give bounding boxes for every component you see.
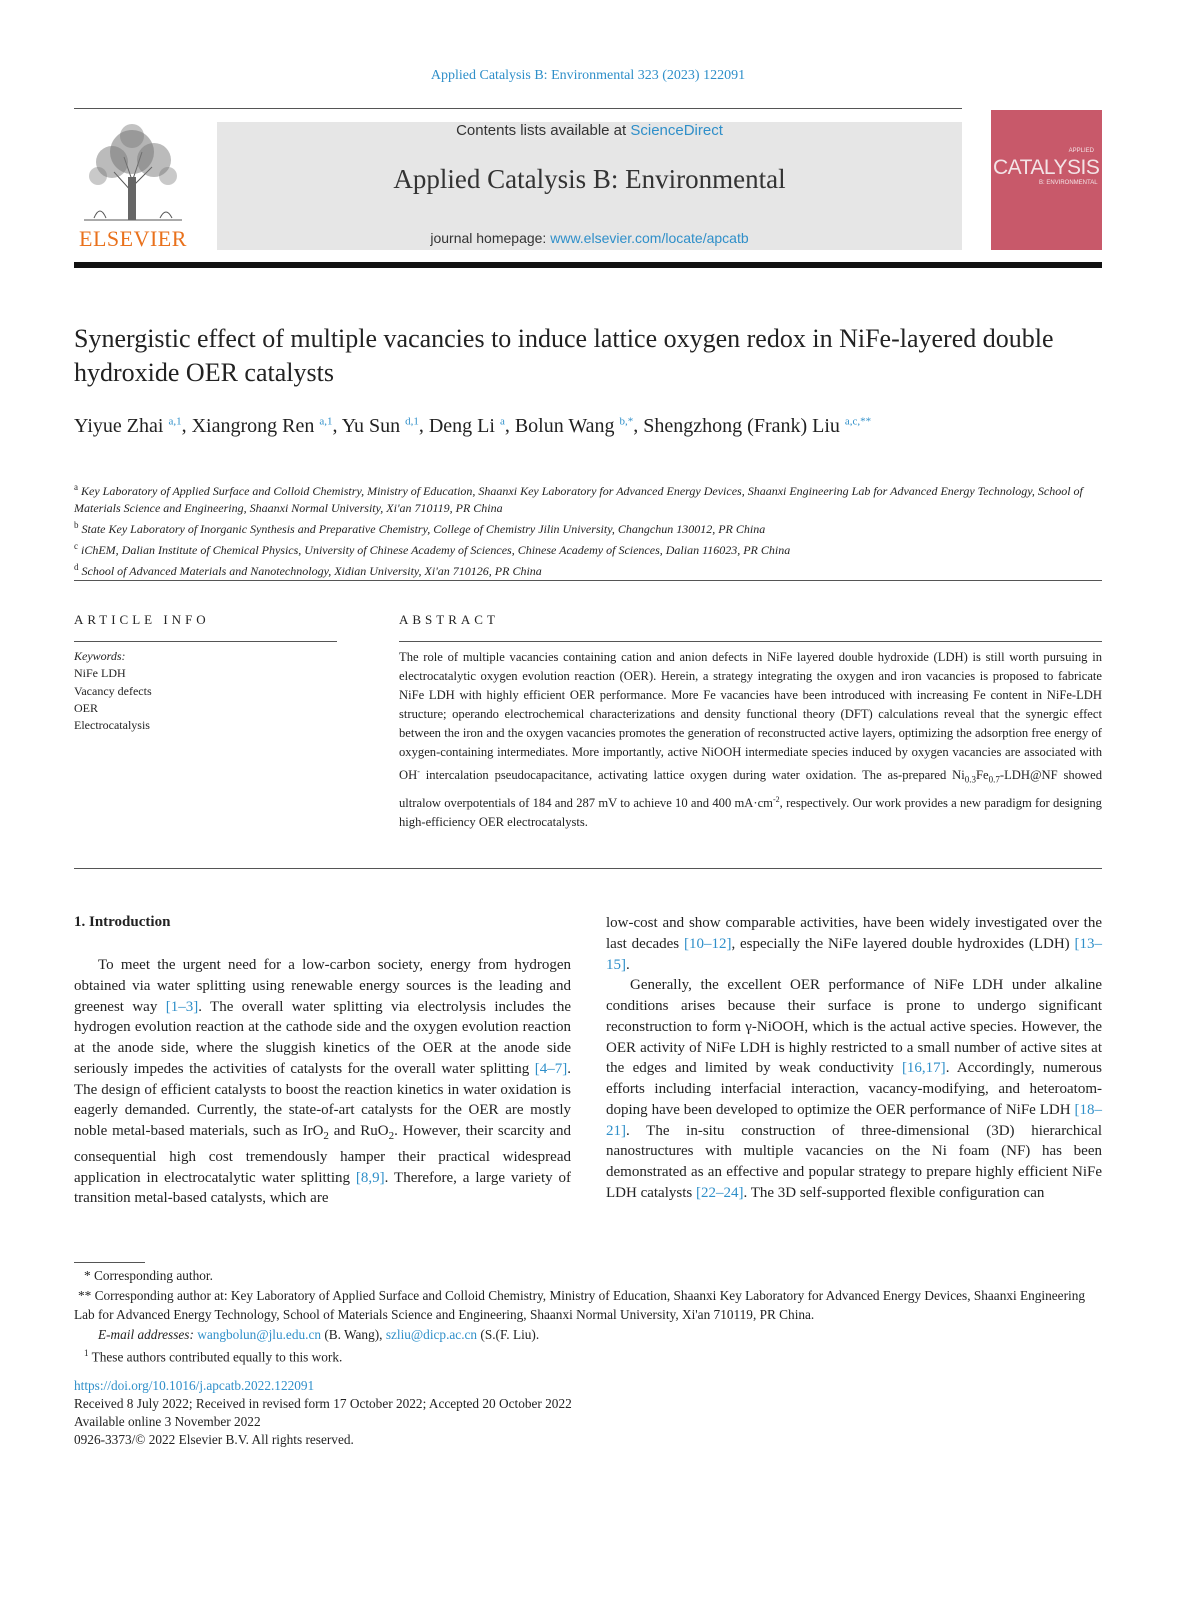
citation-link[interactable]: [22–24] bbox=[695, 1184, 744, 1201]
author-name: Deng Li bbox=[428, 414, 495, 437]
text-run: . Therefore, a large variety of transition metal-based catalysts, which are bbox=[74, 1169, 572, 1207]
author-name: Yu Sun bbox=[341, 414, 401, 437]
affiliation-key: d bbox=[74, 562, 79, 572]
affiliation-text: iChEM, Dalian Institute of Chemical Physics, University of Chinese Academy of Sciences, Chinese Academy of Sciences, Dalian 116023, PR China bbox=[81, 543, 791, 557]
footnote-mark: * bbox=[84, 1268, 91, 1283]
footnote-mark: 1 bbox=[84, 1348, 89, 1358]
keywords-block bbox=[74, 648, 337, 734]
email-label: E-mail addresses: bbox=[98, 1326, 194, 1342]
footnote bbox=[74, 1286, 1102, 1325]
text-run: and RuO bbox=[328, 1123, 389, 1139]
footnote-mark: ** bbox=[78, 1287, 92, 1303]
received-dates: Received 8 July 2022; Received in revised form 17 October 2022; Accepted 20 October 2022 bbox=[74, 1396, 572, 1411]
affiliation-text: School of Advanced Materials and Nanotechnology, Xidian University, Xi'an 710126, PR China bbox=[81, 564, 542, 578]
article-info-rule bbox=[74, 641, 337, 642]
sciencedirect-link[interactable]: ScienceDirect bbox=[630, 122, 723, 139]
header-thick-rule bbox=[74, 262, 1102, 268]
body-column-right bbox=[606, 913, 1102, 1204]
section-rule bbox=[74, 580, 1102, 581]
email-link[interactable]: wangbolun@jlu.edu.cn bbox=[197, 1326, 322, 1342]
section-rule bbox=[74, 868, 1102, 869]
keyword[interactable]: Vacancy defects bbox=[74, 683, 152, 698]
journal-cover-thumbnail[interactable] bbox=[991, 110, 1102, 250]
paragraph bbox=[74, 955, 571, 1209]
elsevier-wordmark: ELSEVIER bbox=[79, 226, 187, 251]
footnote-rule bbox=[74, 1262, 145, 1263]
author[interactable] bbox=[192, 415, 333, 437]
affiliation bbox=[74, 479, 1102, 517]
introduction-heading: 1. Introduction bbox=[74, 914, 171, 930]
keyword[interactable]: Electrocatalysis bbox=[74, 718, 150, 733]
abstract-segment: Fe bbox=[976, 768, 989, 783]
email-footnote bbox=[74, 1325, 1102, 1345]
footnote bbox=[74, 1344, 1102, 1367]
text-run: To meet the urgent need for a low-carbon society, energy from hydrogen obtained via water splitting using renewable energy sources is the leading and greenest way bbox=[74, 957, 571, 1015]
email-link[interactable]: szliu@dicp.ac.cn bbox=[385, 1326, 478, 1342]
text-run: Generally, the excellent OER performance of NiFe LDH under alkaline conditions arises because their surface is prone to undergo significant reconstruction to form γ-NiOOH, which is the actual active species. However, the OER activity of NiFe LDH is highly restricted to a small number of active sites at the edges and limited by weak conductivity bbox=[606, 977, 1102, 1077]
homepage-line bbox=[217, 230, 962, 246]
author-affiliation-marker[interactable]: d,1 bbox=[405, 415, 419, 427]
journal-reference-link[interactable]: Applied Catalysis B: Environmental 323 (2023) 122091 bbox=[430, 68, 746, 83]
doi-link[interactable]: https://doi.org/10.1016/j.apcatb.2022.122091 bbox=[74, 1378, 315, 1393]
author[interactable] bbox=[515, 415, 633, 437]
journal-title: Applied Catalysis B: Environmental bbox=[393, 164, 786, 194]
affiliation bbox=[74, 538, 1102, 559]
keyword[interactable]: OER bbox=[74, 700, 98, 715]
author-affiliation-marker[interactable]: a bbox=[499, 415, 505, 427]
paragraph bbox=[606, 975, 1102, 1203]
author[interactable] bbox=[342, 415, 419, 437]
author-affiliation-marker[interactable]: a,1 bbox=[319, 415, 333, 427]
subscript: 2 bbox=[388, 1130, 395, 1142]
affiliation-text: State Key Laboratory of Inorganic Synthesis and Preparative Chemistry, College of Chemistry Jilin University, Changchun 130012, PR China bbox=[81, 522, 766, 536]
abstract-superscript: - bbox=[417, 767, 420, 776]
elsevier-logo[interactable] bbox=[74, 122, 192, 252]
author-name: Yiyue Zhai bbox=[74, 414, 164, 437]
text-run: , especially the NiFe layered double hydroxides (LDH) bbox=[731, 935, 1075, 952]
citation-link[interactable]: [16,17] bbox=[901, 1060, 946, 1077]
text-run: . bbox=[626, 956, 630, 973]
cover-subtitle: B: ENVIRONMENTAL bbox=[1039, 180, 1098, 186]
affiliation-key: a bbox=[74, 482, 78, 492]
text-run: . The 3D self-supported flexible configuration can bbox=[743, 1184, 1045, 1201]
author-separator: , bbox=[181, 414, 192, 437]
abstract-segment: intercalation pseudocapacitance, activating lattice oxygen during water oxidation. The as-prepared Ni bbox=[419, 768, 965, 783]
body-column-left bbox=[74, 955, 571, 1209]
subscript: 2 bbox=[323, 1130, 329, 1142]
author-affiliation-marker[interactable]: a,c,** bbox=[844, 415, 872, 427]
affiliation-key: c bbox=[74, 541, 78, 551]
contents-line bbox=[217, 122, 962, 139]
abstract-superscript: -2 bbox=[772, 794, 780, 804]
paragraph bbox=[606, 913, 1102, 975]
header-rule bbox=[74, 108, 962, 109]
affiliation-key: b bbox=[74, 520, 79, 530]
tree-icon bbox=[74, 122, 192, 222]
author[interactable] bbox=[643, 415, 871, 437]
abstract-heading: ABSTRACT bbox=[399, 612, 499, 627]
footnote bbox=[74, 1266, 1102, 1286]
author-separator: , bbox=[504, 414, 515, 437]
affiliation bbox=[74, 559, 1102, 580]
affiliation-text: Key Laboratory of Applied Surface and Colloid Chemistry, Ministry of Education, Shaanxi Key Laboratory for Advanced Energy Devices, Shaanxi Engineering Lab for Advanced Energy Technology, School of Materials Science and Engineering, Shaanxi Normal University, Xi'an 710119, PR China bbox=[74, 484, 1083, 515]
citation-link[interactable]: [13–15] bbox=[606, 935, 1102, 973]
abstract-subscript: 0.3 bbox=[964, 774, 977, 785]
citation-link[interactable]: [8,9] bbox=[355, 1169, 385, 1186]
author-separator: , bbox=[332, 414, 342, 437]
author-list bbox=[74, 408, 974, 439]
article-metadata bbox=[74, 1377, 874, 1449]
abstract-segment: , respectively. Our work provides a new paradigm for designing high-efficiency OER electrocatalysts. bbox=[399, 795, 1102, 829]
abstract-segment: The role of multiple vacancies containing cation and anion defects in NiFe layered double hydroxide (LDH) is still worth pursuing in electrocatalytic oxygen evolution reaction (OER). Herein, a strategy integrating the oxygen and iron vacancies is proposed to fabricate NiFe LDH with highly efficient OER performance. More Fe vacancies have been introduced with increasing Fe content in NiFe-LDH structure; operando electrochemical characterizations and density functional theory (DFT) calculations reveal that the synergic effect between the iron and the oxygen vacancies promotes the generation of reconstructed active layers, optimizing the adsorption free energy of oxygen-containing intermediates. More importantly, active NiOOH intermediate species induced by oxygen vacancies are associated with OH bbox=[399, 650, 1102, 783]
citation-link[interactable]: [18–21] bbox=[606, 1101, 1102, 1139]
affiliation-list bbox=[74, 479, 1102, 580]
cover-small-text: APPLIED bbox=[1068, 148, 1094, 154]
author-separator: , bbox=[418, 414, 429, 437]
article-info-heading: ARTICLE INFO bbox=[74, 612, 210, 627]
text-run: . The in-situ construction of three-dimensional (3D) hierarchical nanostructures with multiple vacancies on the Ni foam (NF) has been demonstrated as an effective and popular strategy to prepare highly efficient NiFe LDH catalysts bbox=[606, 1122, 1102, 1201]
abstract-rule bbox=[399, 641, 1102, 642]
homepage-prefix: journal homepage: bbox=[430, 230, 551, 246]
author-name: Xiangrong Ren bbox=[191, 414, 315, 437]
abstract-segment: -LDH@NF showed ultralow overpotentials of 184 and 287 mV to achieve 10 and 400 mA·cm bbox=[399, 768, 1103, 810]
email-owner: (S.(F. Liu). bbox=[477, 1326, 540, 1342]
cover-title: CATALYSIS bbox=[993, 156, 1100, 179]
text-run: . The overall water splitting via electrolysis includes the hydrogen evolution reaction at the cathode side and the oxygen evolution reaction at the anode side, where the sluggish kinetics of the OER at the anode side seriously impedes the activities of catalysts for the overall water splitting bbox=[74, 998, 571, 1077]
citation-link[interactable]: [4–7] bbox=[534, 1060, 568, 1077]
author[interactable] bbox=[429, 415, 505, 437]
journal-masthead bbox=[217, 122, 962, 250]
citation-link[interactable]: [10–12] bbox=[683, 935, 732, 952]
text-run: . Accordingly, numerous efforts including interfacial interaction, vacancy-modifying, and heteroatom-doping have been developed to optimize the OER performance of NiFe LDH bbox=[606, 1060, 1102, 1118]
footnotes bbox=[74, 1266, 1102, 1367]
footnote-text: Corresponding author at: Key Laboratory of Applied Surface and Colloid Chemistry, Ministry of Education, Shaanxi Key Laboratory for Advanced Energy Devices, Shaanxi Engineering Lab for Advanced Energy Technology, School of Materials Science and Engineering, Shaanxi Normal University, Xi'an 710119, PR China. bbox=[74, 1287, 1085, 1322]
contents-prefix: Contents lists available at bbox=[456, 122, 631, 139]
author-name: Shengzhong (Frank) Liu bbox=[643, 414, 840, 437]
affiliation bbox=[74, 517, 1102, 538]
article-title: Synergistic effect of multiple vacancies to induce lattice oxygen redox in NiFe-layered double hydroxide OER catalysts bbox=[74, 324, 1054, 387]
author-affiliation-marker[interactable]: b,* bbox=[619, 415, 634, 427]
footnote-text: Corresponding author. bbox=[93, 1268, 213, 1283]
author-affiliation-marker[interactable]: a,1 bbox=[168, 415, 182, 427]
text-run: . However, their scarcity and consequential high cost tremendously hamper their practical widespread application in electrocatalytic water splitting bbox=[74, 1123, 571, 1186]
abstract-subscript: 0.7 bbox=[988, 774, 1000, 785]
online-date: Available online 3 November 2022 bbox=[74, 1414, 261, 1429]
copyright: 0926-3373/© 2022 Elsevier B.V. All rights reserved. bbox=[74, 1432, 354, 1447]
keywords-label: Keywords: bbox=[74, 649, 126, 663]
author[interactable] bbox=[74, 415, 182, 437]
text-run: low-cost and show comparable activities, have been widely investigated over the last decades bbox=[606, 915, 1102, 952]
keyword[interactable]: NiFe LDH bbox=[74, 666, 126, 681]
citation-link[interactable]: [1–3] bbox=[165, 998, 199, 1015]
footnote-text: These authors contributed equally to this work. bbox=[91, 1349, 343, 1365]
abstract-text bbox=[399, 648, 1102, 832]
homepage-link[interactable]: www.elsevier.com/locate/apcatb bbox=[550, 230, 749, 246]
text-run: . The design of efficient catalysts to boost the reaction kinetics in water oxidation is eagerly demanded. Currently, the state-of-art catalysts for the OER are mostly noble metal-based materials, such as IrO bbox=[74, 1060, 571, 1139]
author-name: Bolun Wang bbox=[514, 414, 615, 437]
author-separator: , bbox=[633, 414, 644, 437]
email-owner: (B. Wang), bbox=[321, 1326, 386, 1342]
